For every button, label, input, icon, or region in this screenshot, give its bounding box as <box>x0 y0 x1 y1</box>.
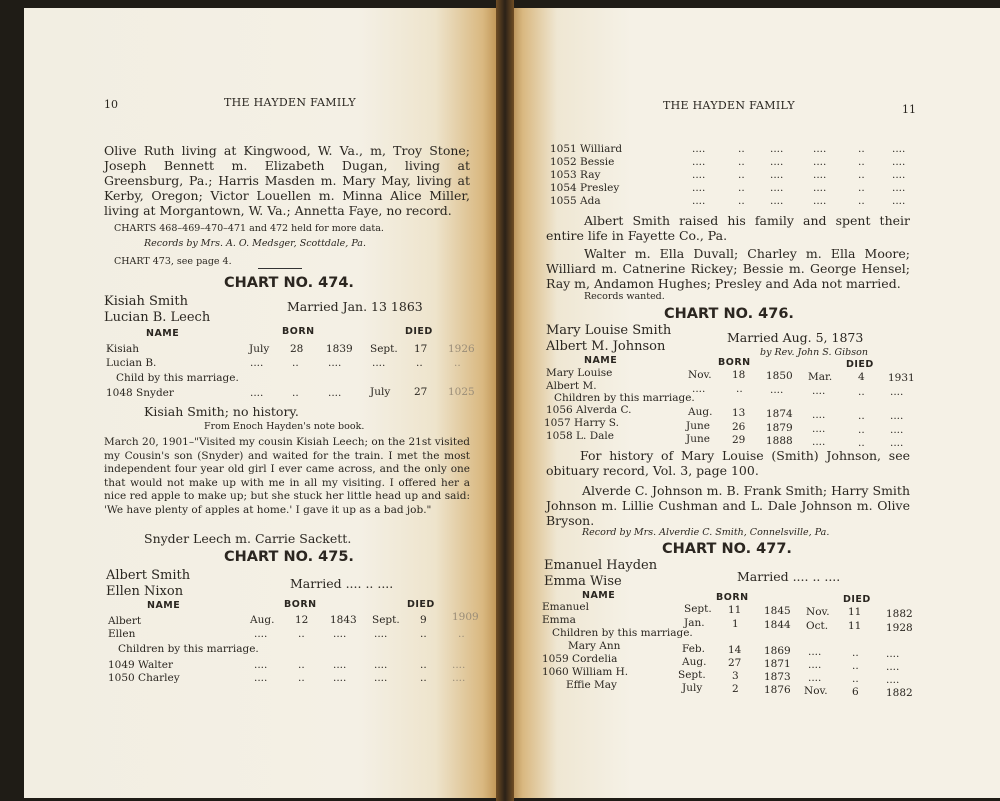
row-born-year: 1871 <box>764 658 791 670</box>
row-name: 1056 Alverda C. <box>546 404 632 416</box>
chart-473-note: CHART 473, see page 4. <box>114 256 232 267</box>
row-born-day: 26 <box>732 421 746 433</box>
separator-rule <box>258 268 302 269</box>
row-born-day: .. <box>738 169 745 181</box>
row-died-day: .. <box>858 195 865 207</box>
row-born-year: 1869 <box>764 645 791 657</box>
row-died-month: Nov. <box>804 685 828 697</box>
row-born-day: 1 <box>732 618 739 630</box>
row-died-year: 1882 <box>886 687 913 699</box>
right-para-1: Albert Smith raised his family and spent their entire life in Fayette Co., Pa. <box>546 213 910 243</box>
chart-477-col-died: DIED <box>843 594 871 605</box>
chart-474-married: Married Jan. 13 1863 <box>287 299 423 314</box>
row-born-month: .... <box>692 195 706 207</box>
row-name: Albert <box>108 615 142 627</box>
row-name: Albert M. <box>546 380 597 392</box>
row-born-day: .. <box>298 628 305 640</box>
row-name: 1049 Walter <box>108 659 174 671</box>
row-name: 1050 Charley <box>108 672 180 684</box>
row-name: Effie May <box>566 679 617 691</box>
chart-475-col-born: BORN <box>284 599 317 610</box>
row-died-month: Mar. <box>808 371 833 383</box>
row-born-day: .. <box>298 672 305 684</box>
row-died-month: .... <box>813 195 827 207</box>
row-died-year: .... <box>892 195 906 207</box>
left-page-number: 10 <box>104 98 118 111</box>
row-died-day: .. <box>858 143 865 155</box>
chart-477-children-label: Children by this marriage. <box>552 627 693 639</box>
chart-476-married: Married Aug. 5, 1873 <box>727 330 864 345</box>
row-died-month: July <box>370 386 391 398</box>
row-born-month: Sept. <box>678 669 706 681</box>
row-died-month: .... <box>813 182 827 194</box>
row-died-month: .... <box>812 385 826 397</box>
chart-477-spouse-2: Emma Wise <box>544 574 622 589</box>
row-died-year: .... <box>892 169 906 181</box>
row-died-year: .. <box>454 357 461 369</box>
row-name: Ellen <box>108 628 136 640</box>
row-born-month: July <box>249 343 270 355</box>
row-born-day: .. <box>738 182 745 194</box>
chart-477-spouse-1: Emanuel Hayden <box>544 558 658 573</box>
row-died-year: .... <box>890 410 904 422</box>
chart-474-note: Kisiah Smith; no history. <box>144 404 299 419</box>
row-died-year: .... <box>886 661 900 673</box>
row-died-day: .. <box>858 169 865 181</box>
chart-476-para-2: Alverde C. Johnson m. B. Frank Smith; Harry Smith Johnson m. Lillie Cushman and L. Dale Johnson m. Olive Bryson. <box>546 483 910 528</box>
row-born-day: 29 <box>732 434 746 446</box>
row-died-year: .... <box>890 386 904 398</box>
row-died-year: .... <box>892 143 906 155</box>
chart-475-married: Married .... .. .... <box>290 576 394 591</box>
chart-474-spouse-1: Kisiah Smith <box>104 294 188 309</box>
row-died-day: .. <box>858 437 865 449</box>
row-born-day: 18 <box>732 369 746 381</box>
chart-476-record-note: Record by Mrs. Alverdie C. Smith, Connelsville, Pa. <box>582 527 830 538</box>
records-by-note: Records by Mrs. A. O. Medsger, Scottdale, Pa. <box>144 238 366 249</box>
row-died-month: .... <box>813 156 827 168</box>
row-name: 1053 Ray <box>550 169 601 181</box>
row-name: Mary Louise <box>546 367 613 379</box>
row-born-year: .... <box>770 156 784 168</box>
row-died-day: .. <box>420 628 427 640</box>
row-born-day: .. <box>738 156 745 168</box>
chart-474-col-born: BORN <box>282 326 315 337</box>
row-died-day: .. <box>858 386 865 398</box>
row-died-day: .. <box>858 156 865 168</box>
chart-476-col-name: NAME <box>584 355 618 366</box>
row-died-month: .... <box>812 409 826 421</box>
row-died-month: .... <box>812 436 826 448</box>
row-born-day: .. <box>736 383 743 395</box>
chart-474-col-name: NAME <box>146 328 180 339</box>
row-born-year: .... <box>770 143 784 155</box>
row-died-day: .. <box>858 424 865 436</box>
row-born-day: .. <box>738 195 745 207</box>
chart-476-col-died: DIED <box>846 359 874 370</box>
row-born-year: 1879 <box>766 422 793 434</box>
row-died-day: .. <box>852 660 859 672</box>
left-intro-paragraph: Olive Ruth living at Kingwood, W. Va., m, Troy Stone; Joseph Bennett m. Elizabeth Dugan, living at Greensburg, Pa.; Harris Masden m. Mary May, living at Kerby, Oregon; Victor Louellen m. Minna Alice Miller, living at Morgantown, W. Va.; Annetta Faye, no record. <box>104 143 470 218</box>
row-born-month: Sept. <box>684 603 712 615</box>
row-born-year: .... <box>333 672 347 684</box>
row-name: 1052 Bessie <box>550 156 615 168</box>
row-born-month: .... <box>692 182 706 194</box>
row-name: 1057 Harry S. <box>544 417 619 429</box>
row-name: 1054 Presley <box>550 182 620 194</box>
row-died-day: 9 <box>420 614 427 626</box>
row-born-year: .... <box>328 357 342 369</box>
row-died-month: Oct. <box>806 620 829 632</box>
chart-474-spouse-2: Lucian B. Leech <box>104 310 211 325</box>
row-born-month: .... <box>254 659 268 671</box>
row-died-day: .. <box>852 647 859 659</box>
row-died-day: .. <box>852 673 859 685</box>
row-died-year: .... <box>452 659 466 671</box>
row-born-day: 2 <box>732 683 739 695</box>
row-born-month: June <box>686 420 710 432</box>
row-born-day: 28 <box>290 343 304 355</box>
row-born-year: 1876 <box>764 684 791 696</box>
row-born-day: 3 <box>732 670 739 682</box>
row-born-day: .. <box>738 143 745 155</box>
row-died-year: 1909 <box>452 611 479 623</box>
row-name: 1051 Williard <box>550 143 623 155</box>
chart-476-spouse-1: Mary Louise Smith <box>546 323 672 338</box>
right-page-number: 11 <box>902 103 916 116</box>
chart-475-col-name: NAME <box>147 600 181 611</box>
chart-476-col-born: BORN <box>718 357 751 368</box>
row-born-day: .. <box>298 659 305 671</box>
row-died-day: .. <box>420 659 427 671</box>
records-wanted: Records wanted. <box>584 291 665 302</box>
row-born-year: 1839 <box>326 343 353 355</box>
row-died-year: 1926 <box>448 343 475 355</box>
row-name: 1058 L. Dale <box>546 430 614 442</box>
row-died-day: .. <box>858 182 865 194</box>
row-born-month: Aug. <box>682 656 707 668</box>
row-died-month: .... <box>812 423 826 435</box>
row-died-year: .. <box>458 628 465 640</box>
chart-477-married: Married .... .. .... <box>737 569 841 584</box>
row-born-day: .. <box>292 387 299 399</box>
row-died-month: Sept. <box>370 343 398 355</box>
row-died-month: .... <box>372 357 386 369</box>
row-born-day: 13 <box>732 407 746 419</box>
diary-quote: March 20, 1901–"Visited my cousin Kisiah Leech; on the 21st visited my Cousin's son (Snyder) and waited for the train. I met the most independent four year old girl I ever came across, and the only one that would not make up with me in all my visiting. I offered her a nice red apple to make up; but she stuck her little head up and said: 'We have plenty of apples at home.' I gave it up as a bad job." <box>104 436 470 516</box>
row-died-year: .... <box>452 672 466 684</box>
row-born-month: .... <box>254 628 268 640</box>
row-died-day: 6 <box>852 686 859 698</box>
chart-476-spouse-2: Albert M. Johnson <box>546 339 666 354</box>
row-died-day: 11 <box>848 620 862 632</box>
row-born-month: .... <box>692 383 706 395</box>
row-name: 1059 Cordelia <box>542 653 618 665</box>
row-born-month: Jan. <box>684 617 705 629</box>
row-died-year: .... <box>892 156 906 168</box>
row-born-month: .... <box>692 156 706 168</box>
row-born-month: July <box>682 682 703 694</box>
row-born-year: 1843 <box>330 614 357 626</box>
row-died-month: .... <box>808 659 822 671</box>
row-born-day: 11 <box>728 604 742 616</box>
chart-476-para-1: For history of Mary Louise (Smith) Johnson, see obituary record, Vol. 3, page 100. <box>546 448 910 478</box>
row-died-day: .. <box>420 672 427 684</box>
chart-476-children-label: Children by this marriage. <box>554 392 695 404</box>
row-died-month: .... <box>374 628 388 640</box>
row-died-month: .... <box>374 672 388 684</box>
row-born-month: .... <box>254 672 268 684</box>
row-name: Emma <box>542 614 576 626</box>
chart-475-spouse-1: Albert Smith <box>106 568 191 583</box>
row-name: Emanuel <box>542 601 589 613</box>
chart-477-col-name: NAME <box>582 590 616 601</box>
row-name: Kisiah <box>106 343 139 355</box>
row-name: 1055 Ada <box>550 195 601 207</box>
row-died-month: Nov. <box>806 606 830 618</box>
row-born-month: .... <box>692 143 706 155</box>
row-born-year: .... <box>333 628 347 640</box>
chart-477-title: CHART NO. 477. <box>662 541 792 557</box>
row-died-day: 4 <box>858 371 865 383</box>
row-name: Mary Ann <box>568 640 621 652</box>
row-name: 1048 Snyder <box>106 387 174 399</box>
row-born-month: .... <box>250 357 264 369</box>
row-born-year: .... <box>333 659 347 671</box>
row-died-day: .. <box>416 357 423 369</box>
chart-474-after-note: Snyder Leech m. Carrie Sackett. <box>144 531 352 546</box>
row-born-month: Feb. <box>682 643 705 655</box>
row-born-month: June <box>686 433 710 445</box>
row-born-month: Nov. <box>688 369 712 381</box>
row-name: Lucian B. <box>106 357 157 369</box>
chart-476-title: CHART NO. 476. <box>664 306 794 322</box>
chart-475-spouse-2: Ellen Nixon <box>106 584 184 599</box>
row-died-year: .... <box>890 437 904 449</box>
row-died-year: .... <box>886 674 900 686</box>
row-born-month: Aug. <box>250 614 275 626</box>
row-born-day: 14 <box>728 644 742 656</box>
chart-477-col-born: BORN <box>716 592 749 603</box>
chart-474-source: From Enoch Hayden's note book. <box>204 421 365 432</box>
row-died-year: 1928 <box>886 622 913 634</box>
row-died-month: .... <box>813 169 827 181</box>
right-running-header: THE HAYDEN FAMILY <box>663 99 795 112</box>
row-died-month: .... <box>374 659 388 671</box>
row-born-year: 1888 <box>766 435 793 447</box>
row-died-day: 11 <box>848 606 862 618</box>
chart-475-col-died: DIED <box>407 599 435 610</box>
row-died-month: .... <box>808 672 822 684</box>
row-born-day: 12 <box>295 614 309 626</box>
row-died-year: .... <box>886 648 900 660</box>
row-died-day: 27 <box>414 386 428 398</box>
row-born-year: 1873 <box>764 671 791 683</box>
left-running-header: THE HAYDEN FAMILY <box>224 96 356 109</box>
row-born-year: 1874 <box>766 408 793 420</box>
row-died-month: .... <box>813 143 827 155</box>
row-born-year: .... <box>770 384 784 396</box>
row-died-year: 1025 <box>448 386 475 398</box>
row-died-month: Sept. <box>372 614 400 626</box>
row-died-month: .... <box>808 646 822 658</box>
row-died-day: .. <box>858 410 865 422</box>
row-born-year: 1845 <box>764 605 791 617</box>
row-died-year: 1931 <box>888 372 915 384</box>
row-died-year: .... <box>890 424 904 436</box>
row-born-month: .... <box>692 169 706 181</box>
row-born-year: 1850 <box>766 370 793 382</box>
chart-475-children-label: Children by this marriage. <box>118 643 259 655</box>
row-born-month: Aug. <box>688 406 713 418</box>
row-born-year: .... <box>770 182 784 194</box>
row-died-year: .... <box>892 182 906 194</box>
row-born-day: .. <box>292 357 299 369</box>
row-died-day: 17 <box>414 343 428 355</box>
row-born-year: 1844 <box>764 619 791 631</box>
chart-474-children-label: Child by this marriage. <box>116 372 239 384</box>
row-born-year: .... <box>770 169 784 181</box>
row-born-day: 27 <box>728 657 742 669</box>
chart-476-officiant: by Rev. John S. Gibson <box>760 347 868 358</box>
row-died-year: 1882 <box>886 608 913 620</box>
chart-474-title: CHART NO. 474. <box>224 275 354 291</box>
charts-held-note: CHARTS 468–469–470–471 and 472 held for more data. <box>114 223 384 234</box>
row-born-year: .... <box>770 195 784 207</box>
chart-475-title: CHART NO. 475. <box>224 549 354 565</box>
row-born-month: .... <box>250 387 264 399</box>
row-name: 1060 William H. <box>542 666 629 678</box>
chart-474-col-died: DIED <box>405 326 433 337</box>
row-born-year: .... <box>328 387 342 399</box>
right-para-2: Walter m. Ella Duvall; Charley m. Ella Moore; Williard m. Catnerine Rickey; Bessie m. George Hensel; Ray m, Andamon Hughes; Presley and Ada not married. <box>546 246 910 291</box>
book-gutter <box>496 0 514 801</box>
